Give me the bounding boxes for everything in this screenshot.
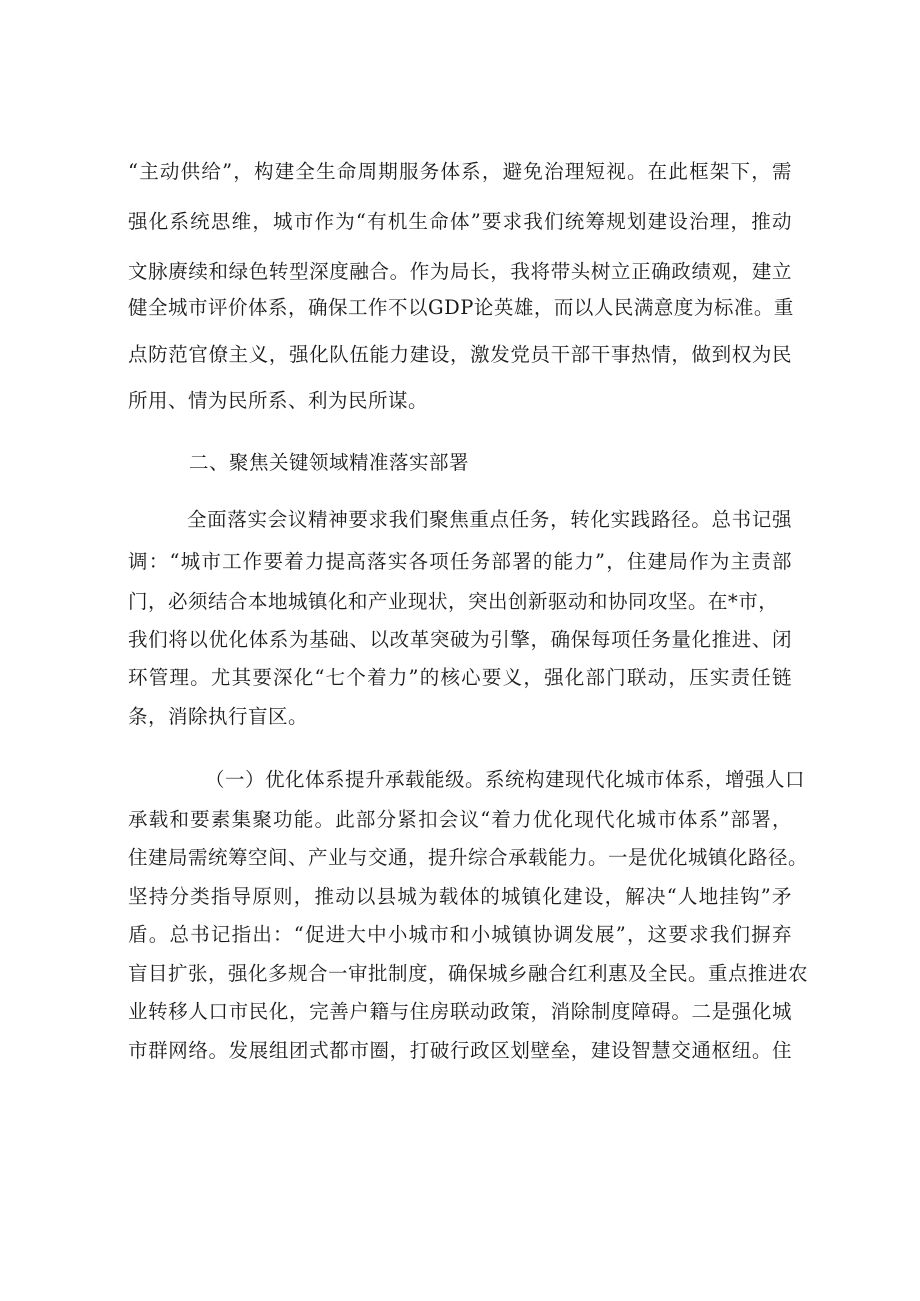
section-heading-2: 二、聚焦关键领域精准落实部署 — [189, 451, 470, 474]
paragraph-2-line-6: 条，消除执行盲区。 — [128, 705, 309, 728]
paragraph-2-line-1: 全面落实会议精神要求我们聚焦重点任务，转化实践路径。总书记强 — [187, 508, 792, 531]
paragraph-3-line-6: 盲目扩张，强化多规合一审批制度，确保城乡融合红利惠及全民。重点推进农 — [128, 962, 809, 985]
paragraph-1-line-5: 点防范官僚主义，强化队伍能力建设，激发党员干部干事热情，做到权为民 — [128, 343, 792, 366]
paragraph-1-line-1: “主动供给”，构建全生命周期服务体系，避免治理短视。在此框架下，需 — [128, 160, 792, 183]
paragraph-1-line-3: 文脉赓续和绿色转型深度融合。作为局长，我将带头树立正确政绩观，建立 — [128, 260, 792, 283]
paragraph-2-line-5: 环管理。尤其要深化“七个着力”的核心要义，强化部门联动，压实责任链 — [128, 666, 792, 689]
paragraph-3-line-5: 盾。总书记指出：“促进大中小城市和小城镇协调发展”，这要求我们摒弃 — [128, 923, 792, 946]
paragraph-3-line-4: 坚持分类指导原则，推动以县城为载体的城镇化建设，解决“人地挂钩”矛 — [128, 885, 792, 908]
paragraph-3-line-3: 住建局需统筹空间、产业与交通，提升综合承载能力。一是优化城镇化路径。 — [128, 846, 809, 869]
paragraph-1-line-4: 健全城市评价体系，确保工作不以GDP论英雄，而以人民满意度为标准。重 — [128, 296, 794, 319]
paragraph-1-line-2: 强化系统思维，城市作为“有机生命体”要求我们统筹规划建设治理，推动 — [128, 210, 792, 233]
paragraph-3-line-2: 承载和要素集聚功能。此部分紧扣会议“着力优化现代化城市体系”部署， — [128, 808, 792, 831]
paragraph-1-line-6: 所用、情为民所系、利为民所谋。 — [128, 389, 429, 412]
paragraph-2-line-2: 调：“城市工作要着力提高落实各项任务部署的能力”，住建局作为主责部 — [128, 550, 792, 573]
paragraph-3-line-8: 市群网络。发展组团式都市圈，打破行政区划壁垒，建设智慧交通枢纽。住 — [128, 1039, 792, 1062]
paragraph-2-line-4: 我们将以优化体系为基础、以改革突破为引擎，确保每项任务量化推进、闭 — [128, 628, 792, 651]
paragraph-2-line-3: 门，必须结合本地城镇化和产业现状，突出创新驱动和协同攻坚。在*市， — [128, 590, 779, 613]
paragraph-3-line-7: 业转移人口市民化，完善户籍与住房联动政策，消除制度障碍。二是强化城 — [128, 1000, 792, 1023]
paragraph-3-line-1: （一）优化体系提升承载能级。系统构建现代化城市体系，增强人口 — [205, 768, 806, 791]
